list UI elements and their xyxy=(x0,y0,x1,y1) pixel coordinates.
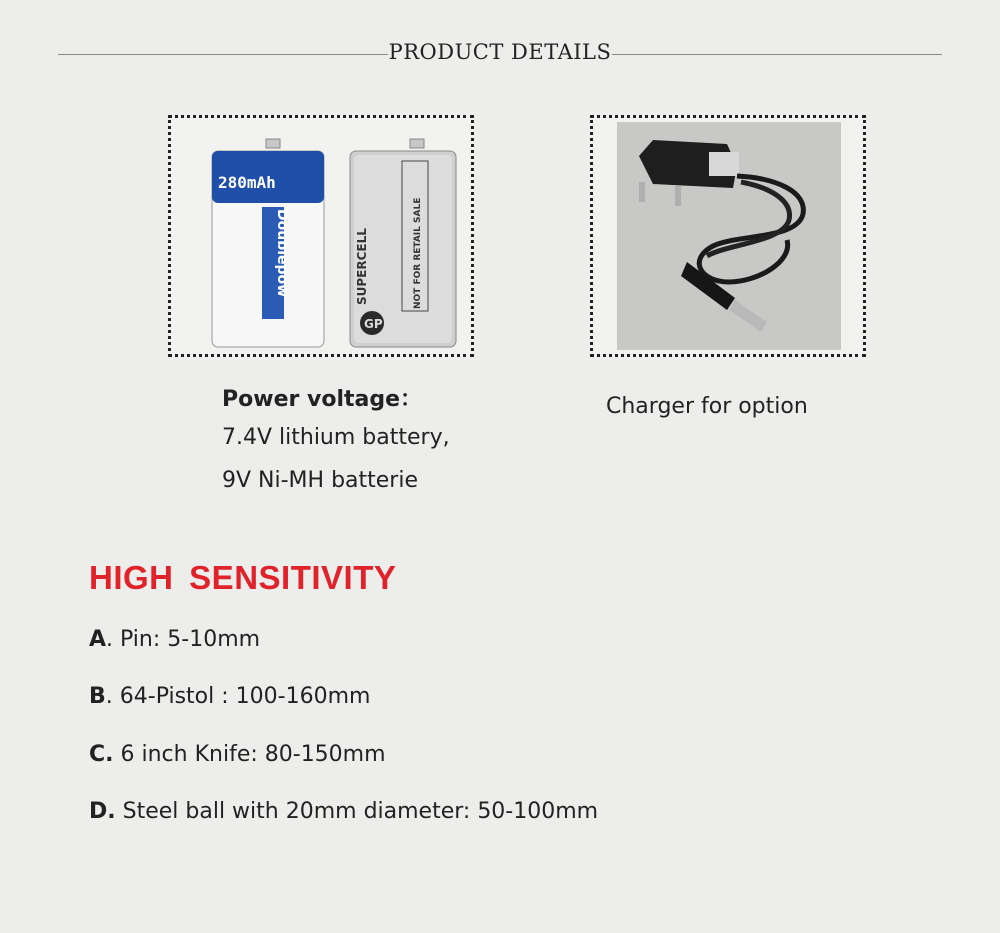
charger-photo xyxy=(590,115,866,357)
item-letter: A xyxy=(89,627,107,652)
section-title: PRODUCT DETAILS xyxy=(388,40,612,64)
item-text: . 64-Pistol : 100-160mm xyxy=(105,684,371,709)
batteries-photo xyxy=(168,115,474,357)
supercell-label: SUPERCELL xyxy=(355,228,369,305)
item-letter: C. xyxy=(89,742,114,767)
charger-caption: Charger for option xyxy=(606,394,808,419)
retail-notice: NOT FOR RETAIL SALE xyxy=(413,197,423,309)
power-voltage-title: Power voltage： xyxy=(222,387,423,412)
item-text: 6 inch Knife: 80-150mm xyxy=(113,742,386,767)
battery-brand-label: Doublepow xyxy=(274,209,290,298)
item-text: . Pin: 5-10mm xyxy=(106,627,261,652)
sensitivity-title: HIGH SENSITIVITY xyxy=(89,559,397,596)
gp-logo: GP xyxy=(364,317,383,331)
charger-image xyxy=(617,122,841,350)
item-letter: B xyxy=(89,684,106,709)
sensitivity-item-pistol xyxy=(89,684,370,709)
batteries-image xyxy=(176,123,466,349)
power-voltage-line-1: 7.4V lithium battery, xyxy=(222,425,450,450)
item-letter: D. xyxy=(89,799,116,824)
item-text: Steel ball with 20mm diameter: 50-100mm xyxy=(115,799,599,824)
sensitivity-item-steel-ball xyxy=(89,799,598,824)
power-voltage-line-2: 9V Ni-MH batterie xyxy=(222,468,418,493)
sensitivity-item-pin xyxy=(89,627,260,652)
header-divider-left xyxy=(58,54,388,55)
battery-capacity-label: 280mAh xyxy=(218,173,276,192)
header-divider-right xyxy=(612,54,942,55)
sensitivity-item-knife xyxy=(89,742,386,767)
